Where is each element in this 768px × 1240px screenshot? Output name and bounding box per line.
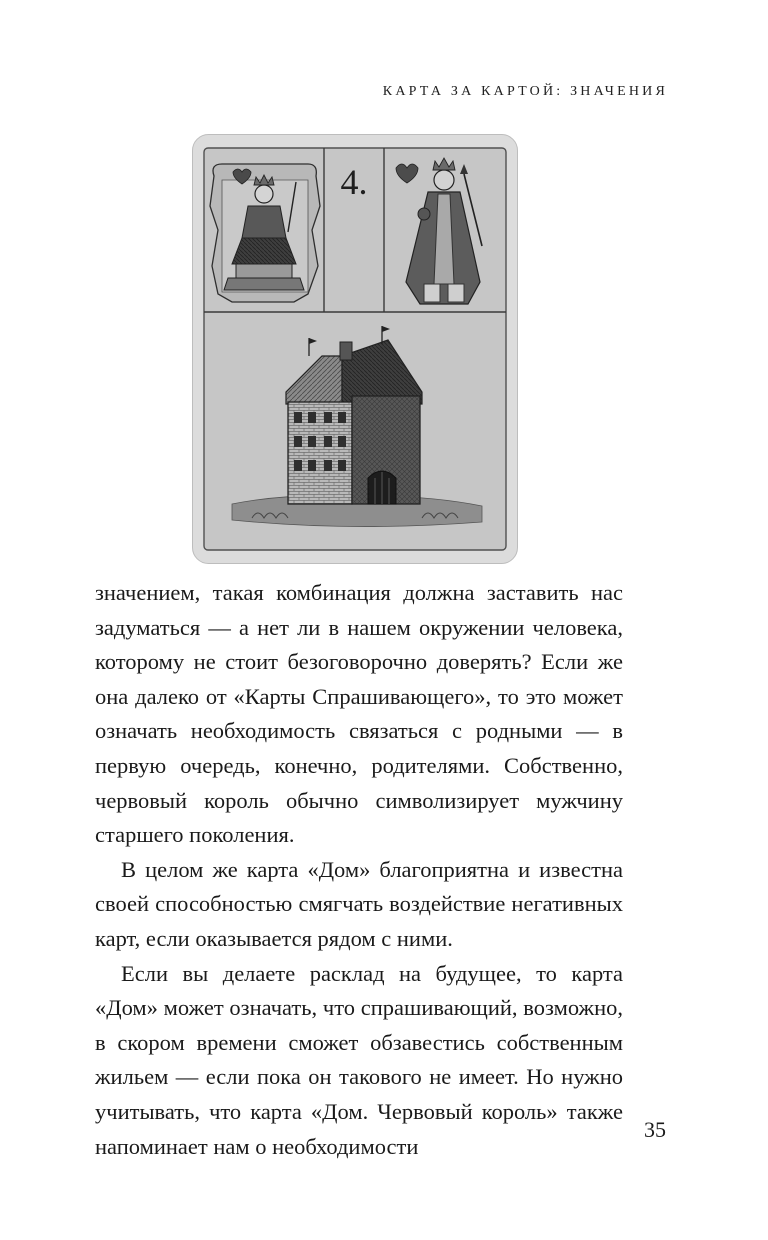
paragraph: значением, такая комбинация должна заставить нас задуматься — а нет ли в нашем окружении человека, которому не стоит безоговорочно доверять? Если же она далеко от «Карты Спрашивающего», то это может означать необходимость связаться с родными — в первую очередь, конечно, родителями. Собственно, червовый король обычно символизирует мужчину старшего поколения. — [95, 580, 623, 848]
king-of-hearts-seated-icon — [210, 164, 320, 302]
running-header: КАРТА ЗА КАРТОЙ: ЗНАЧЕНИЯ — [382, 84, 668, 99]
paragraph: Если вы делаете расклад на будущее, то карта «Дом» может означать, что спрашивающий, возможно, в скором времени сможет обзавестись собственным жильем — если пока он такового не имеет. Но нужно учитывать, что карта «Дом. Червовый король» также напоминает нам о необходимости — [95, 960, 623, 1159]
paragraph: В целом же карта «Дом» благоприятна и известна своей способностью смягчать воздействие негативных карт, если оказывается рядом с ними. — [95, 856, 623, 951]
page-number: 35 — [644, 1117, 666, 1142]
card-illustration — [192, 134, 518, 564]
card-number: 4. — [340, 162, 368, 202]
body-text — [95, 576, 623, 1164]
